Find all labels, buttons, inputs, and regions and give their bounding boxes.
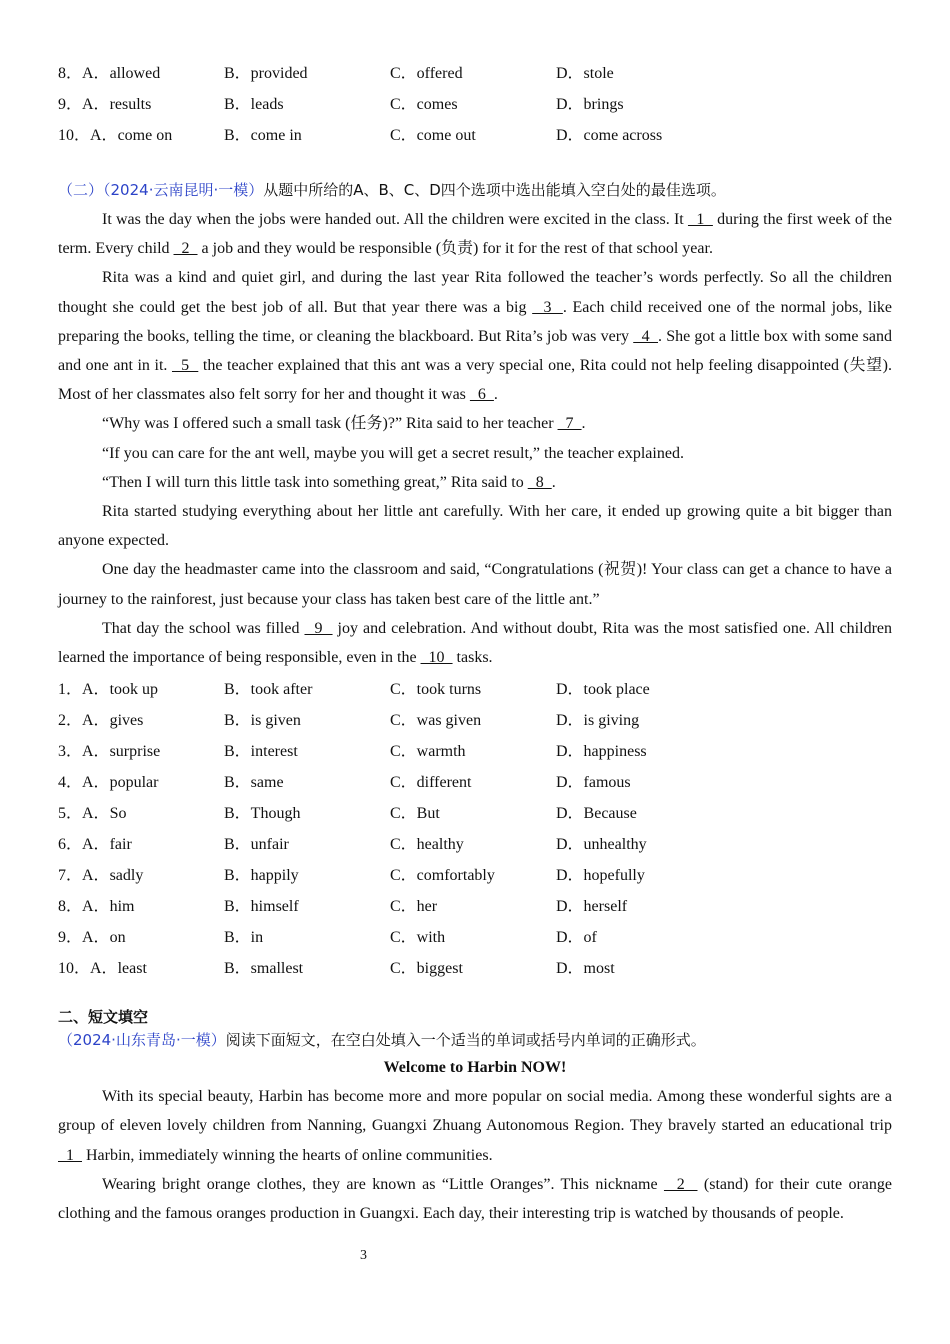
blank-5: 5: [171, 357, 199, 375]
option-c: C．with: [390, 929, 446, 947]
passage-paragraph: “Then I will turn this little task into something great,” Rita said to 8 .: [102, 473, 556, 491]
option-d: D．famous: [556, 774, 631, 792]
option-row: [58, 920, 892, 951]
option-d: D．stole: [556, 65, 614, 82]
option-d: D．is giving: [556, 712, 640, 730]
blank-7: 7: [557, 415, 582, 433]
blank-10: 10: [420, 649, 453, 667]
option-d: D．happiness: [556, 743, 647, 761]
option-b: B．unfair: [224, 836, 289, 854]
option-d: D．of: [556, 929, 597, 947]
passage-paragraph: Wearing bright orange clothes, they are known as “Little Oranges”. This nickname 2 (stand) for their cute orange clothing and the famous oranges production in Guangxi. Each day, their interesting trip is watched by thousands of people.: [58, 1175, 893, 1223]
option-row: [58, 56, 892, 87]
blank-1: 1: [687, 211, 713, 228]
option-b: B．Though: [224, 805, 301, 823]
passage-paragraph: “Why was I offered such a small task (任务)?” Rita said to her teacher 7 .: [102, 415, 586, 433]
passage-paragraph: Rita started studying everything about her little ant carefully. With her care, it ended up growing quite a bit bigger than anyone expected.: [58, 503, 892, 550]
page-number: 3: [360, 1248, 367, 1263]
option-row: [58, 118, 892, 149]
option-c: C．different: [390, 774, 472, 792]
option-a: 8．A．him: [58, 898, 135, 916]
blank-6: 6: [469, 386, 494, 404]
option-c: C．comes: [390, 96, 458, 113]
blank-2: 2: [173, 240, 198, 258]
option-a: 4．A．popular: [58, 774, 159, 792]
passage-paragraph: One day the headmaster came into the classroom and said, “Congratulations (祝贺)! Your class can get a chance to have a journey to the rainforest, just because your class has taken best care of the little ant.”: [58, 561, 892, 608]
section2-instruction: 阅读下面短文，在空白处填入一个适当的单词或括号内单词的正确形式。: [225, 1031, 706, 1050]
option-d: D．Because: [556, 805, 637, 823]
option-a: 5．A．So: [58, 805, 127, 823]
section2-source: （2024·山东青岛·一模）: [58, 1031, 226, 1050]
passage-paragraph: With its special beauty, Harbin has become more and more popular on social media. Among these wonderful sights are a group of eleven lovely children from Nanning, Guangxi Zhuang Autonomous Region. They bravely started an educational trip 1 Harbin, immediately winning the hearts of online communities.: [58, 1088, 892, 1164]
article-title: Welcome to Harbin NOW!: [383, 1059, 567, 1077]
option-a: 10．A．come on: [58, 127, 173, 144]
option-row: [58, 672, 892, 703]
option-d: D．brings: [556, 96, 624, 113]
option-d: D．most: [556, 960, 615, 978]
option-b: B．in: [224, 929, 264, 947]
option-a: 7．A．sadly: [58, 867, 144, 885]
option-c: C．offered: [390, 65, 463, 82]
option-b: B．is given: [224, 712, 301, 730]
blank-2: 2: [663, 1175, 698, 1193]
option-row: [58, 734, 892, 765]
option-a: 8．A．allowed: [58, 65, 161, 82]
option-d: D．herself: [556, 898, 628, 916]
top-options: [58, 56, 892, 149]
option-a: 9．A．results: [58, 96, 152, 113]
option-b: B．come in: [224, 127, 302, 144]
part2-instruction: 从题中所给的A、B、C、D四个选项中选出能填入空白处的最佳选项。: [263, 181, 726, 199]
option-c: C．warmth: [390, 743, 466, 761]
option-row: [58, 951, 892, 982]
passage-paragraph: It was the day when the jobs were handed out. All the children were excited in the class. It 1 during the first week of the term. Every child 2 a job and they would be responsible (负责) for it for the rest of that school year.: [58, 211, 892, 258]
option-row: [58, 765, 892, 796]
part2-label: （二）: [58, 181, 104, 199]
passage-paragraph: Rita was a kind and quiet girl, and during the last year Rita followed the teacher’s words perfectly. So all the children thought she could get the best job of all. But that year there was a big 3 . Each child received one of the normal jobs, like preparing the books, telling the time, or cleaning the blackboard. But Rita’s job was very 4 . She got a little box with some sand and one ant in it. 5 the teacher explained that this ant was a very special one, Rita could not help feeling disappointed (失望). Most of her classmates also felt sorry for her and thought it was 6 .: [58, 269, 893, 404]
option-d: D．unhealthy: [556, 836, 647, 854]
blank-1: 1: [58, 1146, 82, 1164]
option-c: C．But: [390, 805, 440, 823]
option-d: D．come across: [556, 127, 663, 144]
option-a: 3．A．surprise: [58, 743, 161, 761]
blank-8: 8: [527, 473, 552, 491]
blank-3: 3: [532, 298, 563, 316]
option-row: [58, 858, 892, 889]
option-row: [58, 889, 892, 920]
part2-options: [58, 672, 892, 982]
option-b: B．provided: [224, 65, 308, 82]
section2-heading: [58, 1027, 892, 1053]
option-c: C．come out: [390, 127, 476, 144]
passage-paragraph: “If you can care for the ant well, maybe you will get a secret result,” the teacher explained.: [102, 444, 684, 462]
option-b: B．leads: [224, 96, 284, 113]
option-b: B．smallest: [224, 960, 304, 978]
passage-paragraph: That day the school was filled 9 joy and celebration. And without doubt, Rita was the most satisfied one. All children learned the importance of being responsible, even in the 10 tasks.: [58, 619, 892, 667]
option-b: B．himself: [224, 898, 299, 916]
option-c: C．healthy: [390, 836, 464, 854]
option-b: B．took after: [224, 681, 313, 699]
section-title: 二、短文填空: [58, 1008, 149, 1027]
option-a: 6．A．fair: [58, 836, 132, 854]
option-b: B．happily: [224, 867, 299, 885]
option-c: C．comfortably: [390, 867, 495, 885]
option-d: D．took place: [556, 681, 650, 699]
option-row: [58, 796, 892, 827]
option-row: [58, 703, 892, 734]
option-c: C．was given: [390, 712, 482, 730]
option-row: [58, 827, 892, 858]
document-page: [58, 56, 892, 1228]
blank-4: 4: [633, 327, 659, 345]
option-a: 10．A．least: [58, 960, 147, 978]
option-row: [58, 87, 892, 118]
option-a: 2．A．gives: [58, 712, 144, 730]
part2-source: （2024·云南昆明·一模）: [103, 181, 264, 199]
option-c: C．her: [390, 898, 438, 916]
blank-9: 9: [304, 619, 333, 637]
option-c: C．took turns: [390, 681, 482, 699]
option-d: D．hopefully: [556, 867, 645, 885]
option-a: 1．A．took up: [58, 681, 159, 699]
part2-heading: [58, 175, 892, 205]
option-c: C．biggest: [390, 960, 463, 978]
option-b: B．same: [224, 774, 284, 792]
option-a: 9．A．on: [58, 929, 126, 947]
option-b: B．interest: [224, 743, 298, 761]
